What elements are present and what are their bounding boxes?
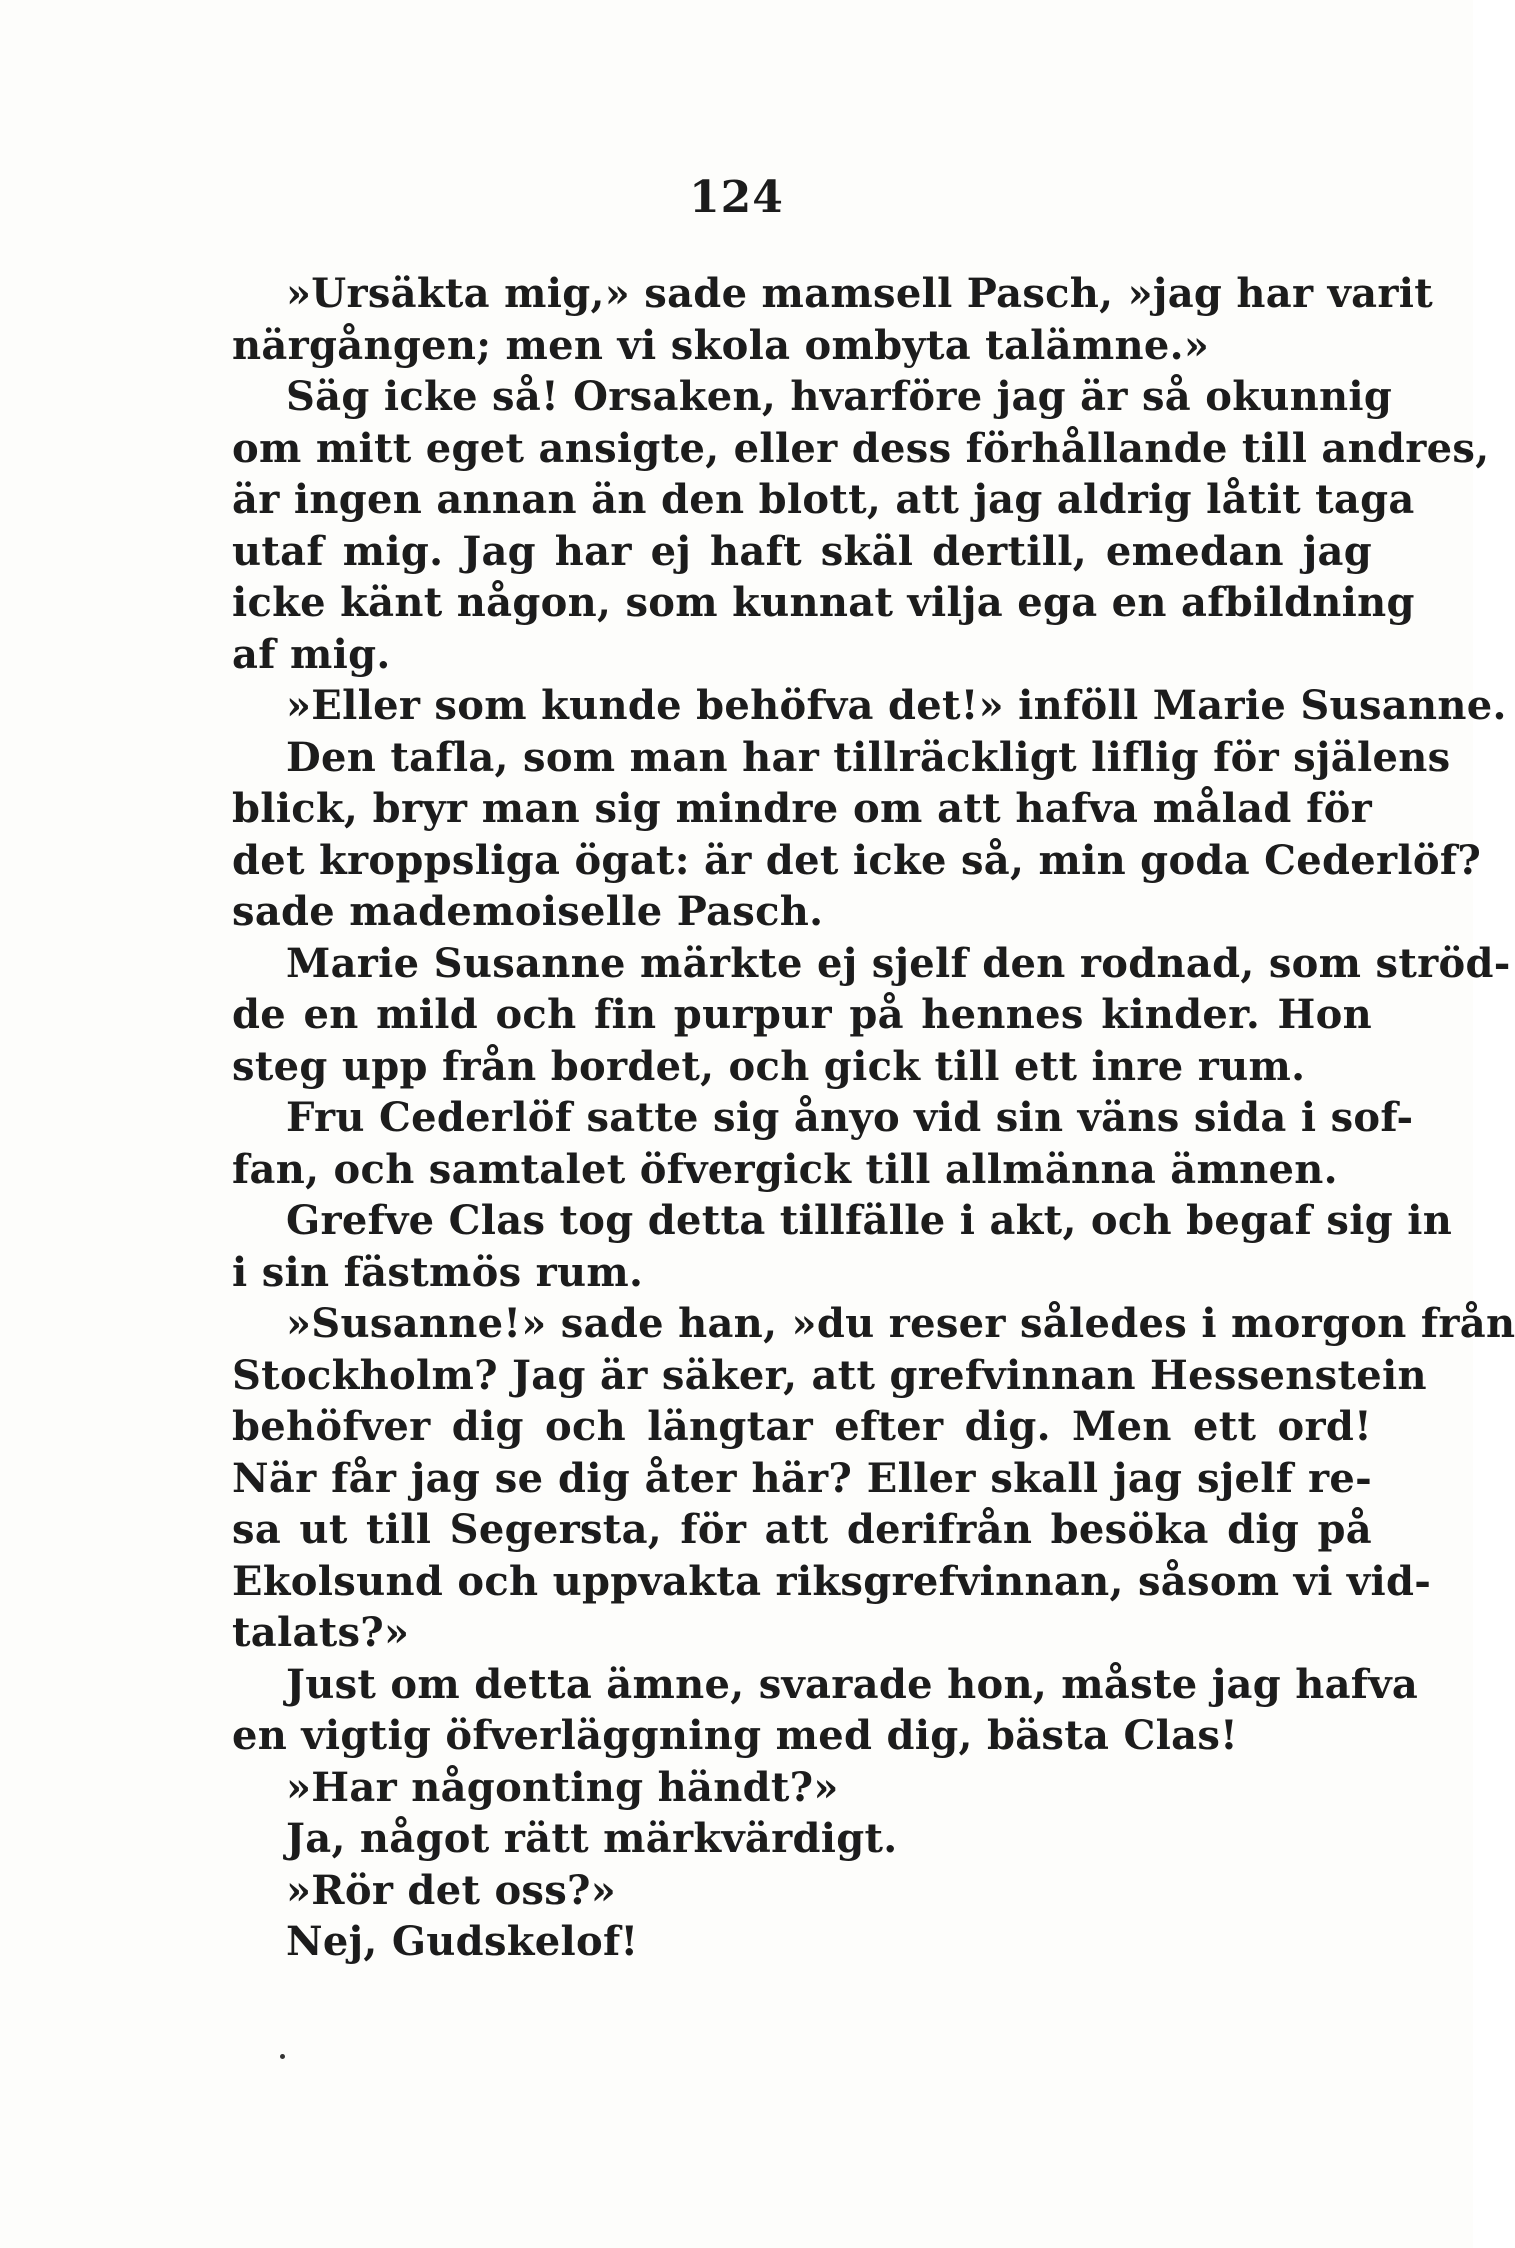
text-line-23: behöfver dig och längtar efter dig. Men ett ord! xyxy=(232,1403,1372,1450)
text-line-2: närgången; men vi skola ombyta talämne.» xyxy=(232,321,1210,369)
text-line-17: Fru Cederlöf satte sig ånyo vid sin väns sida i sof- xyxy=(286,1094,1414,1141)
text-line-8: af mig. xyxy=(232,630,391,678)
text-line-3: Säg icke så! Orsaken, hvarföre jag är så okunnig xyxy=(286,373,1393,420)
text-line-11: blick, bryr man sig mindre om att hafva målad för xyxy=(232,785,1372,832)
text-line-26: Ekolsund och uppvakta riksgrefvinnan, såsom vi vid- xyxy=(232,1557,1432,1605)
print-speck xyxy=(280,2054,285,2059)
text-line-32: »Rör det oss?» xyxy=(286,1866,617,1914)
page-number: 124 xyxy=(689,172,784,223)
text-line-18: fan, och samtalet öfvergick till allmänna ämnen. xyxy=(232,1145,1338,1193)
text-line-30: »Har någonting händt?» xyxy=(286,1763,839,1811)
text-line-1: »Ursäkta mig,» sade mamsell Pasch, »jag har varit xyxy=(286,270,1434,317)
text-line-21: »Susanne!» sade han, »du reser således i morgon från xyxy=(286,1300,1515,1347)
text-line-22: Stockholm? Jag är säker, att grefvinnan Hessenstein xyxy=(232,1351,1427,1399)
body-text xyxy=(232,268,1515,1968)
text-line-12: det kroppsliga ögat: är det icke så, min goda Cederlöf? xyxy=(232,836,1482,884)
text-line-25: sa ut till Segersta, för att derifrån besöka dig på xyxy=(232,1506,1372,1553)
text-line-4: om mitt eget ansigte, eller dess förhållande till andres, xyxy=(232,424,1490,472)
text-line-13: sade mademoiselle Pasch. xyxy=(232,888,824,935)
text-line-33: Nej, Gudskelof! xyxy=(286,1918,639,1965)
text-line-29: en vigtig öfverläggning med dig, bästa Clas! xyxy=(232,1712,1238,1759)
text-line-19: Grefve Clas tog detta tillfälle i akt, och begaf sig in xyxy=(286,1197,1453,1244)
text-line-24: När får jag se dig åter här? Eller skall jag sjelf re- xyxy=(232,1454,1372,1502)
text-line-15: de en mild och fin purpur på hennes kinder. Hon xyxy=(232,991,1372,1038)
text-line-16: steg upp från bordet, och gick till ett inre rum. xyxy=(232,1042,1306,1090)
text-line-28: Just om detta ämne, svarade hon, måste jag hafva xyxy=(286,1660,1419,1708)
text-line-6: utaf mig. Jag har ej haft skäl dertill, emedan jag xyxy=(232,527,1372,575)
text-line-27: talats?» xyxy=(232,1609,410,1656)
text-line-31: Ja, något rätt märkvärdigt. xyxy=(286,1815,898,1862)
text-line-10: Den tafla, som man har tillräckligt liflig för själens xyxy=(286,733,1451,781)
text-line-7: icke känt någon, som kunnat vilja ega en afbildning xyxy=(232,579,1415,626)
text-line-14: Marie Susanne märkte ej sjelf den rodnad, som ströd- xyxy=(286,939,1511,987)
text-line-9: »Eller som kunde behöfva det!» inföll Marie Susanne. xyxy=(286,682,1507,729)
text-line-20: i sin fästmös rum. xyxy=(232,1248,644,1296)
text-line-5: är ingen annan än den blott, att jag aldrig låtit taga xyxy=(232,476,1415,523)
